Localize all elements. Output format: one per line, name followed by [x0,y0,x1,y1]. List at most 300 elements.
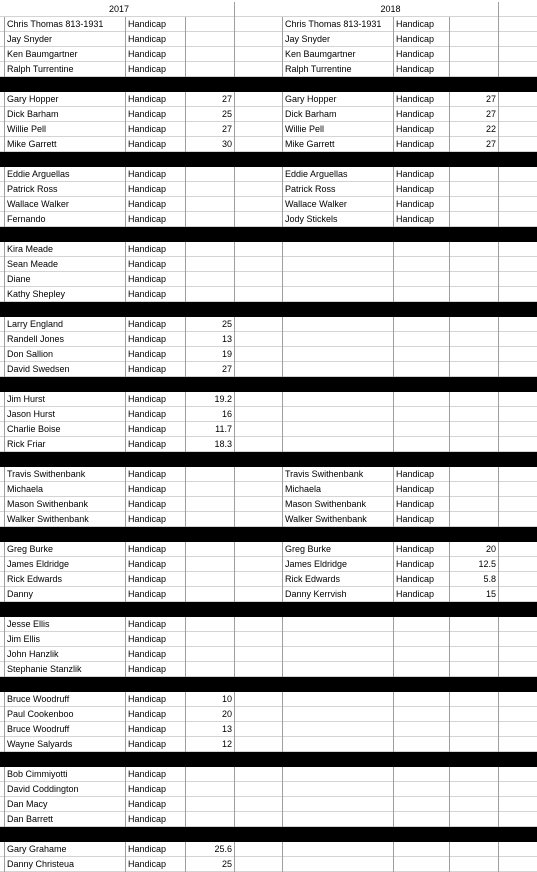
spacer-cell[interactable] [499,542,537,557]
player-name-2018[interactable] [283,317,394,332]
spacer-cell[interactable] [499,782,537,797]
handicap-value-2018[interactable] [450,182,499,197]
handicap-label-2018[interactable] [394,857,450,872]
handicap-value-2018[interactable]: 15 [450,587,499,602]
spacer-cell[interactable] [499,467,537,482]
handicap-value-2017[interactable]: 27 [186,362,235,377]
handicap-label-2017[interactable]: Handicap [126,407,186,422]
spacer-cell[interactable] [499,512,537,527]
handicap-label-2018[interactable]: Handicap [394,182,450,197]
handicap-value-2017[interactable] [186,797,235,812]
handicap-value-2017[interactable]: 13 [186,722,235,737]
spacer-cell[interactable] [235,47,283,62]
player-name-2018[interactable] [283,812,394,827]
spacer-cell[interactable] [499,167,537,182]
player-name-2018[interactable]: Greg Burke [283,542,394,557]
player-name-2018[interactable] [283,647,394,662]
player-name-2017[interactable]: Larry England [4,317,126,332]
player-name-2017[interactable]: Stephanie Stanzlik [4,662,126,677]
player-name-2018[interactable]: Jody Stickels [283,212,394,227]
handicap-value-2017[interactable] [186,212,235,227]
handicap-label-2017[interactable]: Handicap [126,842,186,857]
handicap-label-2017[interactable]: Handicap [126,392,186,407]
player-name-2018[interactable] [283,632,394,647]
player-name-2017[interactable]: Jim Ellis [4,632,126,647]
handicap-value-2018[interactable] [450,212,499,227]
handicap-value-2018[interactable] [450,707,499,722]
player-name-2018[interactable] [283,257,394,272]
player-name-2017[interactable]: Bob Cimmiyotti [4,767,126,782]
handicap-value-2018[interactable] [450,842,499,857]
handicap-value-2017[interactable] [186,617,235,632]
spacer-cell[interactable] [235,287,283,302]
handicap-value-2017[interactable] [186,497,235,512]
handicap-label-2017[interactable]: Handicap [126,242,186,257]
handicap-label-2018[interactable]: Handicap [394,17,450,32]
handicap-label-2018[interactable]: Handicap [394,467,450,482]
handicap-label-2018[interactable]: Handicap [394,557,450,572]
player-name-2018[interactable] [283,662,394,677]
player-name-2017[interactable]: Mike Garrett [4,137,126,152]
player-name-2018[interactable]: Chris Thomas 813-1931 [283,17,394,32]
handicap-label-2017[interactable]: Handicap [126,737,186,752]
spacer-cell[interactable] [235,62,283,77]
player-name-2018[interactable]: Mason Swithenbank [283,497,394,512]
spacer-cell[interactable] [499,287,537,302]
handicap-value-2018[interactable] [450,497,499,512]
handicap-label-2017[interactable]: Handicap [126,17,186,32]
handicap-value-2018[interactable] [450,362,499,377]
handicap-label-2017[interactable]: Handicap [126,332,186,347]
handicap-value-2018[interactable] [450,197,499,212]
player-name-2017[interactable]: Ralph Turrentine [4,62,126,77]
handicap-value-2017[interactable] [186,167,235,182]
player-name-2018[interactable] [283,242,394,257]
spacer-cell[interactable] [499,797,537,812]
handicap-label-2018[interactable]: Handicap [394,167,450,182]
handicap-label-2017[interactable]: Handicap [126,467,186,482]
handicap-label-2018[interactable]: Handicap [394,587,450,602]
spacer-cell[interactable] [235,392,283,407]
spacer-cell[interactable] [235,17,283,32]
spacer-cell[interactable] [499,812,537,827]
spacer-cell[interactable] [499,737,537,752]
handicap-value-2017[interactable]: 25.6 [186,842,235,857]
handicap-label-2017[interactable]: Handicap [126,47,186,62]
spacer-cell[interactable] [235,857,283,872]
handicap-label-2018[interactable] [394,632,450,647]
spacer-cell[interactable] [499,122,537,137]
player-name-2018[interactable] [283,737,394,752]
spacer-cell[interactable] [499,32,537,47]
handicap-value-2018[interactable] [450,392,499,407]
handicap-label-2018[interactable]: Handicap [394,497,450,512]
handicap-label-2018[interactable]: Handicap [394,62,450,77]
spacer-cell[interactable] [235,512,283,527]
player-name-2017[interactable]: Walker Swithenbank [4,512,126,527]
player-name-2018[interactable] [283,767,394,782]
handicap-label-2018[interactable] [394,317,450,332]
handicap-value-2018[interactable] [450,797,499,812]
handicap-label-2018[interactable] [394,647,450,662]
handicap-label-2018[interactable]: Handicap [394,482,450,497]
spacer-cell[interactable] [235,632,283,647]
spacer-cell[interactable] [235,422,283,437]
player-name-2017[interactable]: Don Sallion [4,347,126,362]
handicap-value-2017[interactable] [186,482,235,497]
handicap-label-2017[interactable]: Handicap [126,857,186,872]
handicap-label-2017[interactable]: Handicap [126,707,186,722]
handicap-label-2018[interactable] [394,332,450,347]
player-name-2017[interactable]: Ken Baumgartner [4,47,126,62]
spacer-cell[interactable] [235,332,283,347]
handicap-value-2017[interactable]: 18.3 [186,437,235,452]
handicap-label-2018[interactable]: Handicap [394,32,450,47]
player-name-2017[interactable]: Bruce Woodruff [4,722,126,737]
handicap-value-2017[interactable] [186,467,235,482]
handicap-value-2018[interactable] [450,167,499,182]
spacer-cell[interactable] [499,767,537,782]
handicap-value-2018[interactable] [450,47,499,62]
player-name-2017[interactable]: Gary Hopper [4,92,126,107]
handicap-value-2017[interactable]: 13 [186,332,235,347]
spacer-cell[interactable] [235,542,283,557]
handicap-value-2017[interactable]: 12 [186,737,235,752]
handicap-label-2018[interactable]: Handicap [394,107,450,122]
handicap-label-2018[interactable]: Handicap [394,197,450,212]
handicap-label-2017[interactable]: Handicap [126,422,186,437]
handicap-label-2018[interactable] [394,242,450,257]
player-name-2017[interactable]: Dan Macy [4,797,126,812]
player-name-2018[interactable]: Dick Barham [283,107,394,122]
player-name-2017[interactable]: Charlie Boise [4,422,126,437]
spacer-cell[interactable] [235,32,283,47]
spacer-cell[interactable] [235,197,283,212]
spacer-cell[interactable] [235,137,283,152]
player-name-2017[interactable]: Fernando [4,212,126,227]
player-name-2018[interactable]: Ken Baumgartner [283,47,394,62]
handicap-value-2018[interactable] [450,407,499,422]
handicap-value-2017[interactable] [186,662,235,677]
handicap-value-2017[interactable]: 19.2 [186,392,235,407]
handicap-value-2017[interactable] [186,782,235,797]
spacer-cell[interactable] [235,797,283,812]
player-name-2017[interactable]: David Swedsen [4,362,126,377]
handicap-value-2018[interactable] [450,17,499,32]
spacer-cell[interactable] [235,482,283,497]
handicap-value-2017[interactable] [186,542,235,557]
handicap-value-2017[interactable]: 27 [186,122,235,137]
handicap-label-2017[interactable]: Handicap [126,542,186,557]
player-name-2017[interactable]: Willie Pell [4,122,126,137]
handicap-label-2017[interactable]: Handicap [126,647,186,662]
handicap-label-2018[interactable] [394,362,450,377]
handicap-label-2018[interactable]: Handicap [394,542,450,557]
spacer-cell[interactable] [499,197,537,212]
spacer-cell[interactable] [235,242,283,257]
handicap-value-2017[interactable] [186,32,235,47]
spacer-cell[interactable] [499,137,537,152]
handicap-label-2018[interactable]: Handicap [394,512,450,527]
handicap-value-2017[interactable] [186,632,235,647]
spacer-cell[interactable] [235,272,283,287]
handicap-value-2018[interactable] [450,257,499,272]
player-name-2018[interactable] [283,332,394,347]
player-name-2017[interactable]: David Coddington [4,782,126,797]
handicap-label-2017[interactable]: Handicap [126,107,186,122]
handicap-value-2017[interactable]: 19 [186,347,235,362]
spacer-cell[interactable] [499,317,537,332]
handicap-value-2017[interactable] [186,182,235,197]
handicap-label-2017[interactable]: Handicap [126,272,186,287]
handicap-value-2017[interactable] [186,62,235,77]
player-name-2018[interactable]: James Eldridge [283,557,394,572]
handicap-label-2018[interactable]: Handicap [394,122,450,137]
spacer-cell[interactable] [235,362,283,377]
player-name-2018[interactable]: Michaela [283,482,394,497]
handicap-value-2018[interactable] [450,347,499,362]
handicap-value-2018[interactable] [450,437,499,452]
spacer-cell[interactable] [499,62,537,77]
handicap-value-2017[interactable]: 20 [186,707,235,722]
spacer-cell[interactable] [235,467,283,482]
player-name-2017[interactable]: Danny [4,587,126,602]
handicap-value-2018[interactable] [450,632,499,647]
spacer-cell[interactable] [499,572,537,587]
handicap-value-2017[interactable]: 25 [186,317,235,332]
handicap-value-2018[interactable] [450,857,499,872]
handicap-label-2018[interactable]: Handicap [394,572,450,587]
player-name-2018[interactable] [283,437,394,452]
handicap-value-2018[interactable] [450,287,499,302]
handicap-value-2017[interactable] [186,587,235,602]
group-separator-row[interactable] [0,752,537,767]
handicap-value-2018[interactable]: 5.8 [450,572,499,587]
handicap-value-2017[interactable]: 30 [186,137,235,152]
spacer-cell[interactable] [499,692,537,707]
player-name-2017[interactable]: Chris Thomas 813-1931 [4,17,126,32]
player-name-2018[interactable] [283,692,394,707]
handicap-value-2018[interactable] [450,722,499,737]
handicap-value-2017[interactable] [186,272,235,287]
spacer-cell[interactable] [235,437,283,452]
handicap-value-2018[interactable] [450,482,499,497]
player-name-2018[interactable] [283,287,394,302]
player-name-2018[interactable] [283,797,394,812]
handicap-label-2018[interactable] [394,812,450,827]
handicap-value-2017[interactable] [186,17,235,32]
spacer-cell[interactable] [235,767,283,782]
spacer-cell[interactable] [235,92,283,107]
spacer-cell[interactable] [499,482,537,497]
spacer-cell[interactable] [235,317,283,332]
handicap-value-2018[interactable] [450,62,499,77]
player-name-2017[interactable]: Kira Meade [4,242,126,257]
player-name-2018[interactable]: Ralph Turrentine [283,62,394,77]
handicap-value-2018[interactable] [450,767,499,782]
spacer-cell[interactable] [499,557,537,572]
handicap-value-2017[interactable] [186,557,235,572]
handicap-value-2018[interactable]: 12.5 [450,557,499,572]
handicap-label-2018[interactable] [394,707,450,722]
handicap-label-2017[interactable]: Handicap [126,482,186,497]
player-name-2018[interactable]: Walker Swithenbank [283,512,394,527]
handicap-label-2018[interactable] [394,347,450,362]
player-name-2018[interactable] [283,347,394,362]
player-name-2018[interactable]: Danny Kerrvish [283,587,394,602]
handicap-value-2017[interactable] [186,767,235,782]
player-name-2018[interactable]: Rick Edwards [283,572,394,587]
spacer-cell[interactable] [499,362,537,377]
spacer-cell[interactable] [235,842,283,857]
player-name-2018[interactable] [283,782,394,797]
handicap-label-2017[interactable]: Handicap [126,182,186,197]
handicap-value-2017[interactable] [186,47,235,62]
player-name-2017[interactable]: Eddie Arguellas [4,167,126,182]
player-name-2018[interactable]: Gary Hopper [283,92,394,107]
player-name-2018[interactable] [283,407,394,422]
handicap-value-2017[interactable] [186,242,235,257]
handicap-value-2017[interactable] [186,572,235,587]
spacer-cell[interactable] [499,587,537,602]
handicap-value-2018[interactable] [450,662,499,677]
handicap-label-2017[interactable]: Handicap [126,512,186,527]
group-separator-row[interactable] [0,527,537,542]
handicap-value-2017[interactable]: 10 [186,692,235,707]
spacer-cell[interactable] [499,17,537,32]
player-name-2017[interactable]: Diane [4,272,126,287]
player-name-2017[interactable]: Travis Swithenbank [4,467,126,482]
spacer-cell[interactable] [235,647,283,662]
handicap-value-2018[interactable] [450,512,499,527]
handicap-value-2018[interactable] [450,242,499,257]
spacer-cell[interactable] [499,92,537,107]
handicap-label-2018[interactable] [394,392,450,407]
handicap-value-2018[interactable]: 27 [450,137,499,152]
spacer-cell[interactable] [235,782,283,797]
player-name-2017[interactable]: Jay Snyder [4,32,126,47]
spacer-cell[interactable] [235,347,283,362]
player-name-2017[interactable]: Bruce Woodruff [4,692,126,707]
player-name-2018[interactable]: Mike Garrett [283,137,394,152]
spacer-cell[interactable] [499,842,537,857]
spacer-cell[interactable] [235,182,283,197]
spacer-cell[interactable] [499,257,537,272]
handicap-label-2018[interactable] [394,617,450,632]
handicap-value-2018[interactable] [450,812,499,827]
player-name-2017[interactable]: Randell Jones [4,332,126,347]
player-name-2018[interactable] [283,392,394,407]
handicap-label-2017[interactable]: Handicap [126,632,186,647]
handicap-label-2017[interactable]: Handicap [126,767,186,782]
group-separator-row[interactable] [0,377,537,392]
player-name-2017[interactable]: Greg Burke [4,542,126,557]
spacer-cell[interactable] [235,707,283,722]
spacer-cell[interactable] [499,47,537,62]
handicap-value-2017[interactable]: 27 [186,92,235,107]
player-name-2018[interactable]: Jay Snyder [283,32,394,47]
handicap-value-2017[interactable]: 11.7 [186,422,235,437]
player-name-2017[interactable]: Gary Grahame [4,842,126,857]
handicap-label-2018[interactable] [394,722,450,737]
spacer-cell[interactable] [499,407,537,422]
handicap-label-2017[interactable]: Handicap [126,797,186,812]
spacer-cell[interactable] [499,422,537,437]
group-separator-row[interactable] [0,452,537,467]
player-name-2017[interactable]: Rick Friar [4,437,126,452]
handicap-label-2018[interactable] [394,437,450,452]
spacer-cell[interactable] [499,707,537,722]
handicap-label-2017[interactable]: Handicap [126,557,186,572]
handicap-value-2018[interactable] [450,272,499,287]
player-name-2017[interactable]: Kathy Shepley [4,287,126,302]
spacer-cell[interactable] [499,647,537,662]
year-2018-header[interactable]: 2018 [283,2,499,17]
group-separator-row[interactable] [0,77,537,92]
spacer-cell[interactable] [499,617,537,632]
player-name-2018[interactable]: Travis Swithenbank [283,467,394,482]
handicap-label-2017[interactable]: Handicap [126,617,186,632]
handicap-label-2018[interactable] [394,407,450,422]
handicap-label-2017[interactable]: Handicap [126,347,186,362]
player-name-2017[interactable]: Mason Swithenbank [4,497,126,512]
handicap-label-2018[interactable]: Handicap [394,137,450,152]
player-name-2017[interactable]: Sean Meade [4,257,126,272]
handicap-value-2017[interactable] [186,257,235,272]
handicap-label-2017[interactable]: Handicap [126,197,186,212]
spacer-cell[interactable] [499,632,537,647]
player-name-2018[interactable] [283,362,394,377]
handicap-value-2018[interactable] [450,317,499,332]
handicap-label-2018[interactable] [394,797,450,812]
spacer-cell[interactable] [235,257,283,272]
spacer-cell[interactable] [499,212,537,227]
handicap-value-2018[interactable]: 22 [450,122,499,137]
spacer-cell[interactable] [235,212,283,227]
spacer-cell[interactable] [235,107,283,122]
spacer-cell[interactable] [499,437,537,452]
handicap-label-2018[interactable]: Handicap [394,47,450,62]
year-2017-header[interactable]: 2017 [4,2,235,17]
handicap-label-2018[interactable] [394,662,450,677]
handicap-label-2017[interactable]: Handicap [126,212,186,227]
handicap-value-2017[interactable]: 25 [186,107,235,122]
spacer-cell[interactable] [499,332,537,347]
handicap-label-2017[interactable]: Handicap [126,692,186,707]
handicap-label-2017[interactable]: Handicap [126,362,186,377]
player-name-2018[interactable] [283,857,394,872]
group-separator-row[interactable] [0,152,537,167]
player-name-2017[interactable]: James Eldridge [4,557,126,572]
player-name-2017[interactable]: Michaela [4,482,126,497]
group-separator-row[interactable] [0,602,537,617]
player-name-2017[interactable]: Wayne Salyards [4,737,126,752]
player-name-2017[interactable]: Patrick Ross [4,182,126,197]
handicap-label-2018[interactable] [394,287,450,302]
handicap-value-2017[interactable] [186,512,235,527]
handicap-label-2017[interactable]: Handicap [126,437,186,452]
player-name-2017[interactable]: Paul Cookenboo [4,707,126,722]
handicap-label-2017[interactable]: Handicap [126,317,186,332]
spacer-cell[interactable] [499,392,537,407]
handicap-label-2017[interactable]: Handicap [126,167,186,182]
handicap-value-2018[interactable] [450,692,499,707]
player-name-2017[interactable]: Jason Hurst [4,407,126,422]
handicap-value-2018[interactable] [450,617,499,632]
player-name-2017[interactable]: Jesse Ellis [4,617,126,632]
handicap-label-2017[interactable]: Handicap [126,92,186,107]
player-name-2017[interactable]: Jim Hurst [4,392,126,407]
